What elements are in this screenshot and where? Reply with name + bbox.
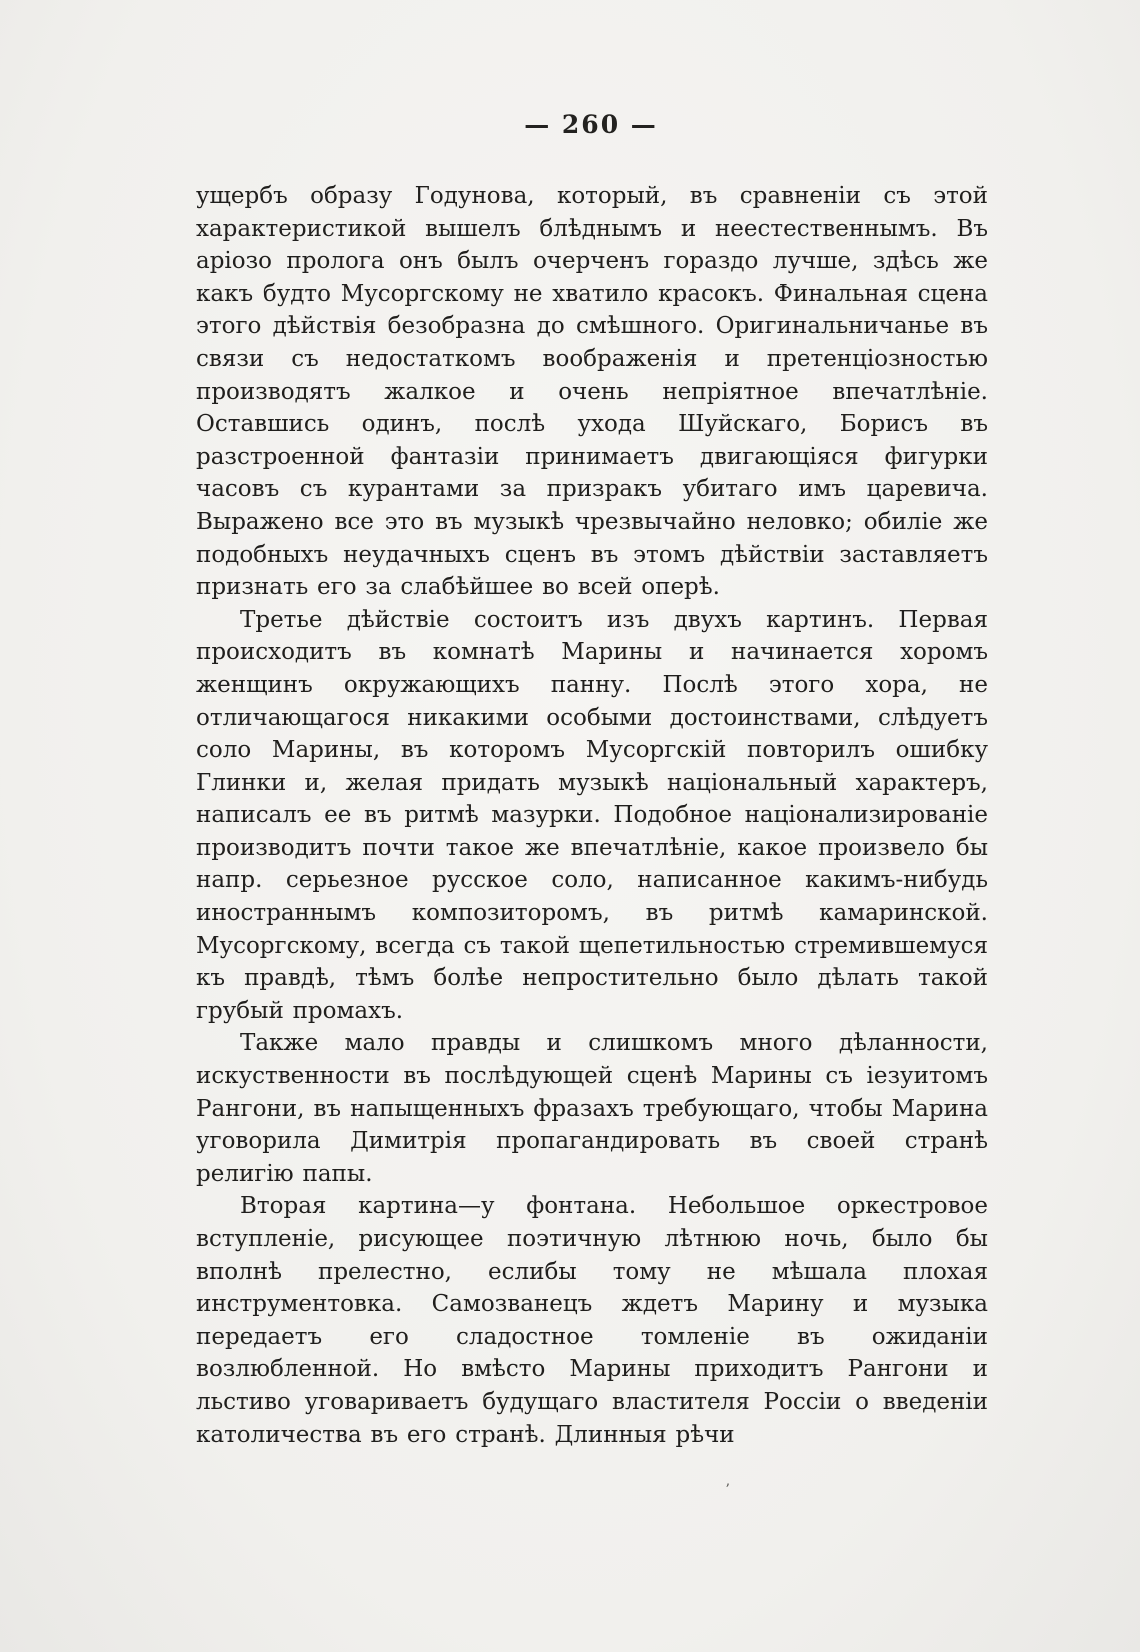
paragraph: Третье дѣйствіе состоитъ изъ двухъ картинъ. Первая происходитъ въ комнатѣ Марины и начинается хоромъ женщинъ окружающихъ панну. Послѣ этого хора, не отличающагося никакими особыми достоинствами, слѣдуетъ соло Марины, въ которомъ Мусоргскій повторилъ ошибку Глинки и, желая придать музыкѣ національный характеръ, написалъ ее въ ритмѣ мазурки. Подобное націонализированіе производитъ почти такое же впечатлѣніе, какое произвело бы напр. серьезное русское соло, написанное какимъ-нибудь иностраннымъ композиторомъ, въ ритмѣ камаринской. Мусоргскому, всегда съ такой щепетильностью стремившемуся къ правдѣ, тѣмъ болѣе непростительно было дѣлать такой грубый промахъ. — [196, 606, 988, 1024]
text-block — [196, 180, 988, 1451]
paragraph: ущербъ образу Годунова, который, въ сравненіи съ этой характеристикой вышелъ блѣднымъ и неестественнымъ. Въ аріозо пролога онъ былъ очерченъ гораздо лучше, здѣсь же какъ будто Мусоргскому не хватило красокъ. Финальная сцена этого дѣйствія безобразна до смѣшного. Оригинальничанье въ связи съ недостаткомъ воображенія и претенціозностью производятъ жалкое и очень непріятное впечатлѣніе. Оставшись одинъ, послѣ ухода Шуйскаго, Борисъ въ разстроенной фантазіи принимаетъ двигающіяся фигурки часовъ съ курантами за призракъ убитаго имъ царевича. Выражено все это въ музыкѣ чрезвычайно неловко; обиліе же подобныхъ неудачныхъ сценъ въ этомъ дѣйствіи заставляетъ признать его за слабѣйшее во всей оперѣ. — [196, 183, 988, 601]
paragraph: Вторая картина—у фонтана. Небольшое оркестровое вступленіе, рисующее поэтичную лѣтнюю ночь, было бы вполнѣ прелестно, еслибы тому не мѣшала плохая инструментовка. Самозванецъ ждетъ Марину и музыка передаетъ его сладостное томленіе въ ожиданіи возлюбленной. Но вмѣсто Марины приходитъ Рангони и льстиво уговариваетъ будущаго властителя Россіи о введеніи католичества въ его странѣ. Длинныя рѣчи — [196, 1193, 988, 1448]
paragraph: Также мало правды и слишкомъ много дѣланности, искуственности въ послѣдующей сценѣ Марины съ іезуитомъ Рангони, въ напыщенныхъ фразахъ требующаго, чтобы Марина уговорила Димитрія пропагандировать въ своей странѣ религію папы. — [196, 1030, 988, 1187]
page-number: — 260 — — [524, 110, 658, 139]
print-artifact-mark: ʼ — [725, 1482, 730, 1498]
